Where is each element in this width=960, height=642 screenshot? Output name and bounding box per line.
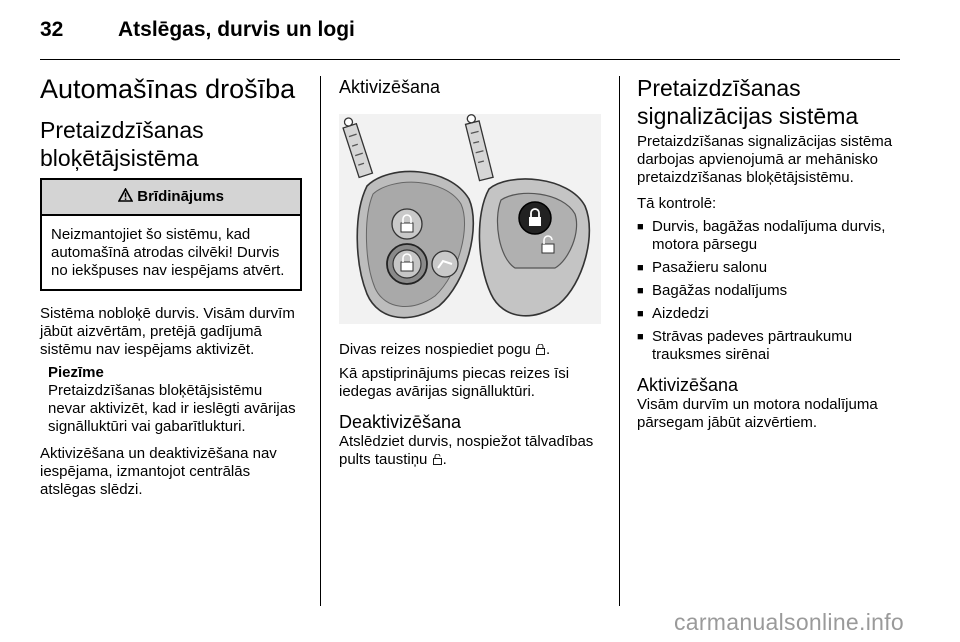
heading-activation: Aktivizēšana <box>339 77 441 97</box>
middle-column <box>339 74 604 469</box>
right-column <box>637 74 905 432</box>
warning-triangle-icon <box>118 188 133 202</box>
heading-deactivation: Deaktivizēšana <box>339 412 462 432</box>
alarm-title-line1: Pretaizdzīšanas <box>637 75 801 101</box>
subsection-title-line2: bloķētājsistēma <box>40 145 199 171</box>
paragraph-confirmation: Kā apstiprinājums piecas reizes īsi iedegas avārijas signālluktūri. <box>339 365 570 400</box>
paragraph-unlock <box>339 433 604 469</box>
left-column <box>40 74 302 499</box>
controls-intro: Tā kontrolē: <box>637 195 717 212</box>
lock-button-icon <box>536 344 545 355</box>
subsection-title-line1: Pretaizdzīšanas <box>40 117 204 143</box>
column-divider-right <box>619 76 620 606</box>
unlock-text-end: . <box>442 451 447 468</box>
note-box <box>48 364 302 436</box>
section-title: Automašīnas drošība <box>40 74 296 104</box>
note-text: Pretaizdzīšanas bloķētājsistēmu nevar aktivizēt, kad ir ieslēgti avārijas signālluktūri vai gabarītlukturi. <box>48 382 296 435</box>
list-item: ■ Strāvas padeves pārtraukumu trauksmes sirēnai <box>637 328 905 364</box>
paragraph-central-lock: Aktivizēšana un deaktivizēšana nav iespējama, izmantojot centrālās atslēgas slēdzi. <box>40 445 277 498</box>
warning-header <box>42 180 300 216</box>
paragraph-alarm-intro: Pretaizdzīšanas signalizācijas sistēma darbojas apvienojumā ar mehānisko pretaizdzīšanas bloķētājsistēmu. <box>637 133 893 186</box>
note-title: Piezīme <box>48 364 104 381</box>
list-item: ■ Bagāžas nodalījums <box>637 282 905 300</box>
list-item: ■ Durvis, bagāžas nodalījuma durvis, motora pārsegu <box>637 218 905 254</box>
watermark: carmanualsonline.info <box>673 609 904 635</box>
press-twice-end: . <box>545 341 551 358</box>
warning-label: Brīdinājums <box>137 188 224 205</box>
column-divider-left <box>320 76 321 606</box>
list-item: ■ Aizdedzi <box>637 305 905 323</box>
alarm-heading-activation: Aktivizēšana <box>637 375 739 395</box>
header-rule <box>40 59 900 60</box>
paragraph-doors: Sistēma nobloķē durvis. Visām durvīm jābūt aizvērtām, pretējā gadījumā sistēmu nav iespējams aktivizēt. <box>40 305 295 358</box>
controls-list <box>637 218 905 364</box>
unlock-text: Atslēdziet durvis, nospiežot tālvadības pults taustiņu <box>339 433 594 468</box>
warning-text: Neizmantojiet šo sistēmu, kad automašīnā atrodas cilvēki! Durvis no iekšpuses nav iespējams atvērt. <box>51 226 285 279</box>
list-item: ■ Pasažieru salonu <box>637 259 905 277</box>
remote-key-illustration <box>339 114 601 324</box>
page-number: 32 <box>40 18 64 41</box>
paragraph-alarm-activation: Visām durvīm un motora nodalījuma pārsegam jābūt aizvērtiem. <box>637 396 878 431</box>
alarm-title-line2: signalizācijas sistēma <box>637 103 859 129</box>
running-title: Atslēgas, durvis un logi <box>118 18 355 41</box>
unlock-button-icon <box>433 454 442 465</box>
press-twice-text: Divas reizes nospiediet pogu <box>339 341 531 358</box>
paragraph-press-twice <box>339 341 604 359</box>
warning-box <box>40 178 302 291</box>
